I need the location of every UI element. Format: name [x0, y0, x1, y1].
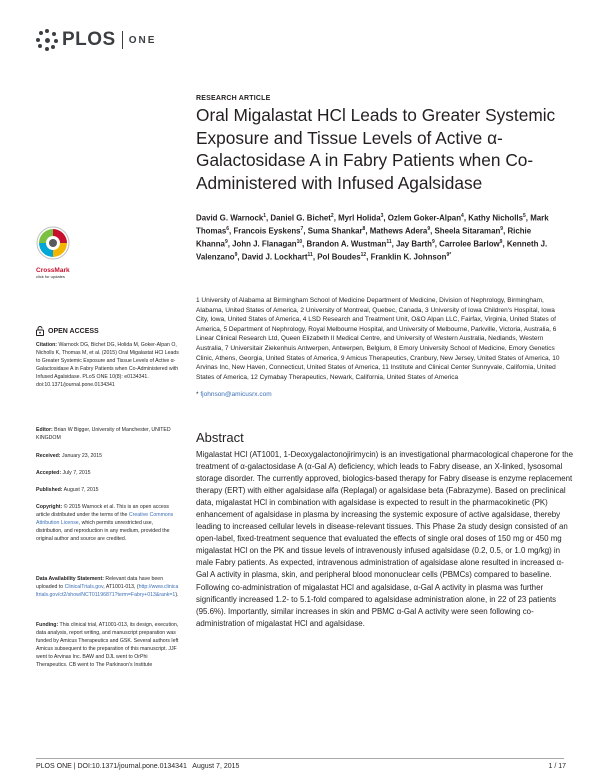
sidebar-copyright [36, 504, 179, 544]
published-label: Published: [36, 487, 63, 493]
plos-logo-icon [36, 29, 58, 51]
logo-one-text: ONE [128, 34, 157, 46]
clinicaltrials-url-link[interactable]: http://www.clinicaltrials.gov/ct2/show/NCT01196871?term=Fabry+013&rank=1 [36, 583, 179, 598]
crossmark-label: CrossMark [36, 267, 70, 274]
abstract-text: Migalastat HCl (AT1001, 1-Deoxygalactonojirimycin) is an investigational pharmacological chaperone for the treatment of α-galactosidase A (α-Gal A) deficiency, which leads to Fabry disease, an X-linked, lysosomal storage disorder. The currently approved, biologics-based therapy for Fabry disease is enzyme replacement therapy (ERT) with either agalsidase alfa (Replagal) or agalsidase beta (Fabrazyme). Based on preclinical data, migalastat HCl in combination with agalsidase is expected to result in the pharmacokinetic (PK) enhancement of agalsidase in plasma by increasing the systemic exposure of active agalsidase, thereby leading to increased cellular levels in disease-relevant tissues. This Phase 2a study design consisted of an open-label, fixed-treatment sequence that evaluated the effects of single oral doses of 150 mg or 450 mg migalastat HCl on the PK and tissue levels of intravenously infused agalsidase (0.2, 0.5, or 1.0 mg/kg) in male Fabry patients. As expected, intravenous administration of agalsidase alone resulted in increased α-Gal A activity in plasma, skin, and peripheral blood mononuclear cells (PBMCs) compared to baseline. Following co-administration of migalastat HCl and agalsidase, α-Gal A activity in plasma was further significantly increased 1.2- to 5.1-fold compared to agalsidase administration alone, in 22 of 23 patients (95.6%). Importantly, similar increases in skin and PBMC α-Gal A activity were seen following co-administration of migalastat HCl and agalsidase. [196, 450, 574, 628]
author-affiliation-marker: 9 [431, 238, 435, 245]
page-number: 1 / 17 [548, 763, 566, 770]
sidebar-received [36, 453, 179, 461]
sidebar-editor [36, 427, 179, 443]
author-name: Richie Khanna [196, 226, 532, 249]
copyright-text: © 2015 Warnock et al. This is an open access article distributed under the terms of the [36, 504, 170, 518]
author-name: Kenneth J. Valenzano [196, 239, 548, 262]
author-affiliation-marker: 6 [226, 225, 230, 232]
sidebar-accepted [36, 470, 179, 478]
author-affiliation-marker: 9 [224, 238, 228, 245]
published-text: August 7, 2015 [63, 487, 99, 493]
author-affiliation-marker: 5 [523, 213, 526, 219]
author-affiliation-marker: 2 [330, 213, 334, 219]
logo-plos-text: PLOS [62, 29, 116, 50]
data-availability-label: Data Availability Statement: [36, 576, 104, 582]
data-availability-text-3: ). [175, 591, 179, 598]
sidebar-published [36, 487, 179, 495]
received-label: Received: [36, 453, 61, 459]
editor-text: Brian W Bigger, University of Manchester, UNITED KINGDOM [36, 427, 171, 441]
copyright-label: Copyright: [36, 504, 63, 510]
author-name: Franklin K. Johnson [370, 252, 447, 262]
crossmark-sub: click for updates [36, 274, 65, 279]
citation-label: Citation: [36, 342, 58, 348]
open-lock-icon [36, 326, 44, 336]
author-affiliation-marker: 9 [499, 238, 503, 245]
open-access-badge [36, 326, 99, 336]
author-name: Mathews Adera [369, 226, 428, 236]
open-access-label: OPEN ACCESS [48, 327, 99, 335]
author-name: Pol Boudes [317, 252, 361, 262]
copyright-text-2: , which permits unrestricted use, distribution, and reproduction in any medium, provided the original author and source are credited. [36, 519, 170, 542]
editor-label: Editor: [36, 427, 53, 433]
author-name: David G. Warnock [196, 213, 264, 223]
author-name: Sheela Sitaraman [434, 226, 501, 236]
author-affiliation-marker: 7 [300, 225, 304, 232]
crossmark-badge[interactable] [36, 226, 76, 279]
logo-divider [122, 31, 123, 49]
author-affiliation-marker: 8 [362, 225, 366, 232]
funding-text: This clinical trial, AT1001-013, its design, execution, data analysis, report writing, and manuscript preparation was funded by Amicus Therapeutics and GSK. Several authors left Amicus subsequent to the preparation of this manuscript. JJF went to Arvinas Inc. BAW and DJL went to OrPhi Therapeutics. CB went to The Parkinson's Institute [36, 622, 179, 668]
author-name: Daniel G. Bichet [270, 213, 331, 223]
author-name: Myrl Holida [338, 213, 381, 223]
author-affiliation-marker: 9 [234, 251, 238, 258]
author-affiliation-marker: 3 [380, 213, 384, 219]
author-affiliation-marker: 11 [307, 251, 313, 258]
author-affiliation-marker: 4 [461, 213, 464, 219]
accepted-label: Accepted: [36, 470, 62, 476]
author-name: Brandon A. Wustman [306, 239, 387, 249]
author-affiliation-marker: 10 [296, 238, 303, 245]
author-name: Jay Barth [396, 239, 432, 249]
author-affiliation-marker: 9 [427, 225, 431, 232]
author-name: Suma Shankar [307, 226, 363, 236]
received-text: January 23, 2015 [61, 453, 103, 459]
sidebar-citation [36, 342, 179, 389]
funding-label: Funding: [36, 622, 59, 628]
author-list: David G. Warnock$^1$, Daniel G. Bichet$^2$, Myrl Holida$^3$, Ozlem Goker-Alpan$^4$, Kathy Nicholls$^5$, Mark Thomas$^6$, Francois Eyskens$^7$, Suma Shankar$^8$, Mathews Adera$^9$, Sheela Sitaraman$^9$, Richie Khanna$^9$, John J. Flanagan$^{10}$, Brandon A. Wustman$^{11}$, Jay Barth$^9$, Carrolee Barlow$^9$, Kenneth J. Valenzano$^9$, David J. Lockhart$^{11}$, Pol Boudes$^{12}$, Franklin K. Johnson$^{9*}$ [196, 213, 549, 262]
sidebar-funding [36, 622, 179, 669]
author-affiliation-marker: 1 [263, 213, 267, 219]
author-affiliation-marker: 12 [360, 251, 367, 258]
author-affiliation-marker: 9 [500, 225, 504, 232]
article-type: RESEARCH ARTICLE [196, 95, 271, 102]
clinicaltrials-link[interactable]: ClinicalTrials.gov [64, 583, 104, 590]
author-name: Mark Thomas [196, 213, 549, 236]
author-name: Ozlem Goker-Alpan [387, 213, 462, 223]
corresponding-email [196, 391, 272, 398]
author-affiliation-marker: 9* [446, 251, 452, 258]
author-name: David J. Lockhart [241, 252, 308, 262]
email-marker: * [196, 391, 199, 398]
author-affiliation-marker: 11 [386, 238, 392, 245]
sidebar-data-availability [36, 576, 179, 600]
accepted-text: July 7, 2015 [62, 470, 91, 476]
author-name: John J. Flanagan [232, 239, 297, 249]
data-availability-text: Relevant data have been uploaded to [36, 576, 164, 590]
citation-text: Warnock DG, Bichet DG, Holida M, Goker-Alpan O, Nicholls K, Thomas M, et al. (2015) Oral Migalastat HCl Leads to Greater Systemic Exposure and Tissue Levels of Active α-Galactosidase A in Fabry Patients when Co-Administered with Infused Agalsidase. PLoS ONE 10(8): e0134341. doi:10.1371/journal.pone.0134341 [36, 342, 179, 388]
journal-logo[interactable] [36, 26, 156, 54]
footer-divider [36, 758, 564, 759]
data-availability-text-2: , AT1001-013, ( [103, 583, 139, 590]
affiliations: 1 University of Alabama at Birmingham School of Medicine Department of Medicine, Division of Nephrology, Birmingham, Alabama, United States of America, 2 University of Montreal, Quebec, Canada, 3 University of Iowa Children's Hospital, Iowa City, Iowa, United States of America, 4 LSD Research and Treatment Unit, O&O Alpan LLC, Fairfax, Virginia, United States of America, 5 Department of Nephrology, Royal Melbourne Hospital, and University of Melbourne, Parkville, Victoria, Australia, 6 Linear Clinical Research Ltd, Queen Elizabeth II Medical Centre, and University of Western Australia, Nedlands, Western Australia, 7 Universitair Ziekenhuis Antwerpen, Antwerpen, Belgium, 8 Emory University School of Medicine, Emory Genetics Clinic, Athens, Georgia, United States of America, 9 Amicus Therapeutics, Cranbury, New Jersey, United States of America, 10 Arvinas Inc, New Haven, Connecticut, United States of America, 11 Institute and Clinical Center Sunnyvale, California, United States of America, 12 Cymabay Therapeutics, Newark, California, United States of America [196, 297, 560, 381]
abstract-heading: Abstract [196, 430, 244, 445]
author-name: Francois Eyskens [233, 226, 301, 236]
email-link[interactable]: fjohnson@amicusrx.com [200, 391, 272, 398]
article-title: Oral Migalastat HCl Leads to Greater Systemic Exposure and Tissue Levels of Active α-Galactosidase A in Fabry Patients when Co-Administered with Infused Agalsidase [196, 105, 556, 193]
author-name: Carrolee Barlow [439, 239, 500, 249]
author-name: Kathy Nicholls [468, 213, 524, 223]
footer-citation: PLOS ONE | DOI:10.1371/journal.pone.0134341 August 7, 2015 [36, 763, 240, 770]
crossmark-icon [36, 226, 70, 260]
license-link[interactable]: Creative Commons Attribution License [36, 511, 174, 526]
